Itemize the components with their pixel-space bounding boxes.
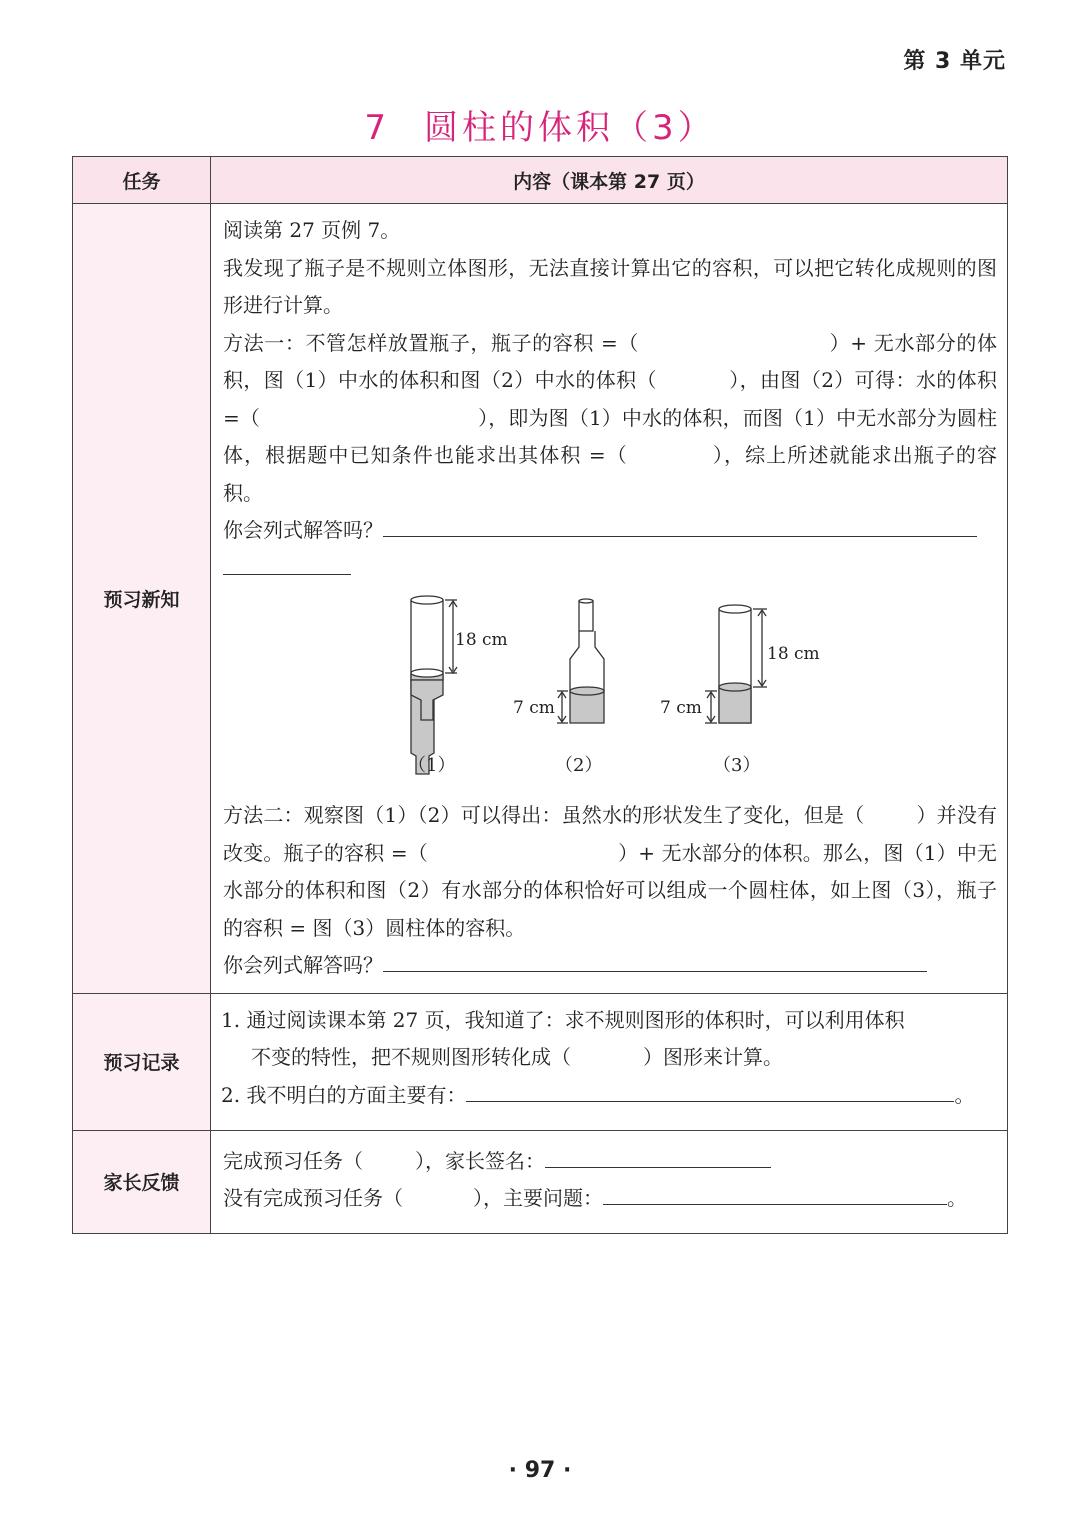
- worksheet-table: [72, 156, 1008, 1234]
- signature-line[interactable]: [545, 1166, 771, 1168]
- lesson-title: 圆柱的体积（3）: [424, 108, 716, 148]
- figure-caption-3: （3）: [713, 755, 761, 776]
- fig3-height-label: 18 cm: [767, 644, 820, 664]
- table-header-row: [73, 157, 1008, 204]
- figure-caption-2: （2）: [555, 755, 603, 776]
- answer-blank[interactable]: [428, 859, 618, 860]
- period: 。: [947, 1186, 967, 1210]
- feedback-notdone-prompt: 没有完成预习任务（: [223, 1186, 403, 1210]
- row-label-preview-record: 预习记录: [73, 993, 211, 1130]
- bottle-diagram: [223, 587, 1023, 797]
- method-one-text: [223, 325, 997, 513]
- parent-signature-prompt: ），家长签名：: [415, 1148, 545, 1173]
- answer-blank[interactable]: [260, 424, 478, 425]
- row-label-preview-new: 预习新知: [73, 204, 211, 994]
- period: 。: [954, 1082, 975, 1107]
- fig3-water-label: 7 cm: [660, 698, 702, 718]
- preview-new-content: [211, 204, 1008, 994]
- method-one-part-a: 方法一：不管怎样放置瓶子，瓶子的容积 =（: [223, 330, 639, 355]
- col-header-task: 任务: [73, 157, 211, 204]
- fig1-height-label: 18 cm: [455, 630, 508, 650]
- read-instruction: 阅读第 27 页例 7。: [223, 218, 401, 242]
- feedback-done-prompt: 完成预习任务（: [223, 1148, 363, 1173]
- answer-blank[interactable]: [363, 1167, 415, 1168]
- answer-line[interactable]: [223, 573, 351, 575]
- method-two-part-b: ）并没有改变。瓶子的容积 =（: [223, 803, 998, 865]
- method-two-part-c: ）+ 无水部分的体积。那么，图（1）中无水部分的体积和图（2）有水部分的体积恰好可以组成一个圆柱体，如上图（3），瓶子的容积 = 图（3）圆柱体的容积。: [223, 840, 997, 940]
- main-problem-prompt: ），主要问题：: [473, 1186, 603, 1210]
- answer-line[interactable]: [466, 1100, 954, 1102]
- question-line: [223, 512, 997, 550]
- method-one-part-c: ），由图（2）可得：水的体积 =（: [223, 368, 997, 430]
- method-one-part-d: ），即为图（1）中水的体积，而图（1）中无水部分为圆柱体，根据题中已知条件也能求出其体积 =（: [223, 405, 998, 467]
- method-two-text: [223, 797, 997, 947]
- feedback-line-2: [223, 1180, 997, 1218]
- answer-blank[interactable]: [571, 1063, 643, 1064]
- record-item-1-part-c: ）图形来计算。: [643, 1045, 783, 1069]
- method-one-part-b: ）+ 无水部分的体积，图（1）中水的体积和图（2）中水的体积（: [223, 330, 997, 392]
- preview-record-content: [211, 993, 1008, 1130]
- page-title: [0, 100, 1080, 149]
- answer-blank[interactable]: [628, 461, 712, 462]
- method-two-part-a: 方法二：观察图（1）（2）可以得出：虽然水的形状发生了变化，但是（: [223, 803, 865, 827]
- record-item-1: 1. 通过阅读课本第 27 页，我知道了：求不规则图形的体积时，可以利用体积: [221, 1007, 905, 1032]
- bottle-figures: [223, 587, 997, 797]
- col-header-content: 内容（课本第 27 页）: [211, 157, 1008, 204]
- row-preview-record: [73, 993, 1008, 1130]
- row-label-parent-feedback: 家长反馈: [73, 1130, 211, 1233]
- answer-line[interactable]: [383, 970, 927, 972]
- answer-line[interactable]: [603, 1203, 947, 1205]
- answer-blank[interactable]: [639, 349, 829, 350]
- discovery-text: 我发现了瓶子是不规则立体图形，无法直接计算出它的容积，可以把它转化成规则的图形进行计算。: [223, 255, 997, 317]
- fig2-height-label: 7 cm: [513, 698, 555, 718]
- record-item-2-prompt: 2. 我不明白的方面主要有：: [221, 1082, 467, 1107]
- cylinder: [705, 605, 767, 723]
- unit-label: 第 3 单元: [903, 49, 1006, 74]
- question-line-2: [223, 947, 997, 985]
- page-number: · 97 ·: [508, 1458, 572, 1483]
- question-prompt-2: 你会列式解答吗？: [223, 953, 383, 977]
- question-prompt: 你会列式解答吗？: [223, 518, 383, 542]
- figure-caption-1: （1）: [408, 755, 456, 776]
- answer-line[interactable]: [383, 535, 977, 537]
- row-parent-feedback: [73, 1130, 1008, 1233]
- answer-blank[interactable]: [864, 821, 916, 822]
- upright-bottle: [557, 599, 604, 723]
- answer-blank[interactable]: [403, 1204, 473, 1205]
- record-item-2: [221, 1077, 997, 1115]
- answer-blank[interactable]: [657, 386, 729, 387]
- feedback-line-1: [223, 1143, 997, 1181]
- parent-feedback-content: [211, 1130, 1008, 1233]
- method-one-part-e: ），综上所述就能求出瓶子的容积。: [223, 443, 997, 505]
- record-item-1-cont: [221, 1039, 997, 1077]
- row-preview-new: [73, 204, 1008, 994]
- record-item-1-part-b: 不变的特性，把不规则图形转化成（: [251, 1045, 571, 1069]
- lesson-number: 7: [364, 108, 390, 148]
- question-line-cont: [223, 550, 997, 588]
